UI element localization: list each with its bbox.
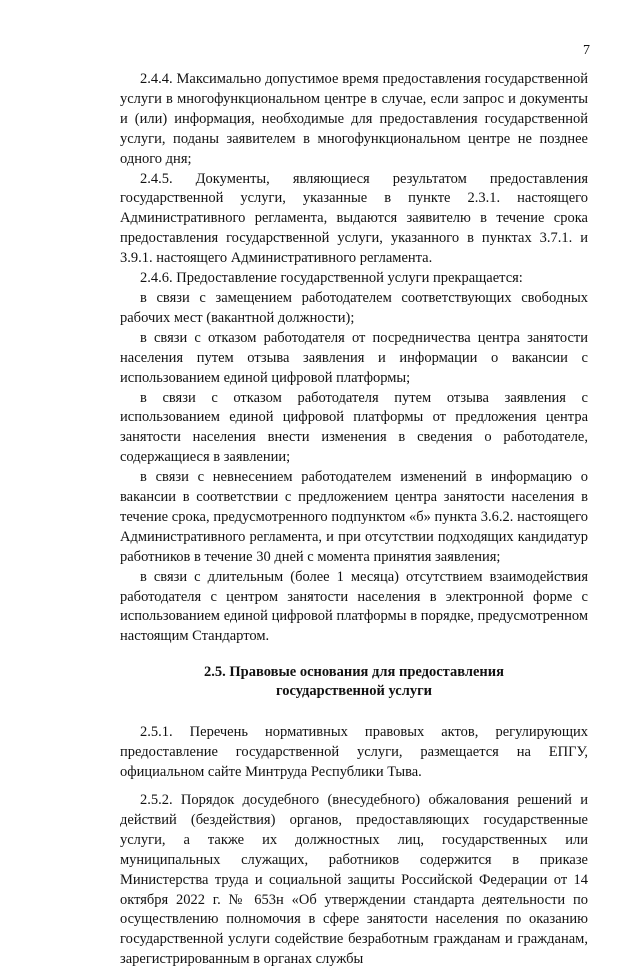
paragraph-2-5-1: 2.5.1. Перечень нормативных правовых актов, регулирующих предоставление государственной услуги, размещается на ЕПГУ, официальном сайте Минтруда Республики Тыва. bbox=[120, 724, 588, 781]
termination-reason-3: в связи с отказом работодателя путем отзыва заявления с использованием единой цифровой платформы от предложения центра занятости населения внести изменения в сведения о работодателе, содержащиеся в заявлении; bbox=[120, 389, 588, 466]
termination-reason-4: в связи с невнесением работодателем изменений в информацию о вакансии в соответствии с предложением центра занятости населения в течение срока, предусмотренного подпунктом «б» пункта 3.6.2. настоящего Административного регламента, и при отсутствии подходящих кандидатур работников в течение 30 дней с момента принятия заявления; bbox=[120, 469, 588, 565]
paragraph-2-4-6: 2.4.6. Предоставление государственной услуги прекращается: bbox=[140, 270, 523, 287]
page-number: 7 bbox=[583, 43, 590, 58]
paragraph-2-4-4: 2.4.4. Максимально допустимое время предоставления государственной услуги в многофункциональном центре в случае, если запрос и документы и (или) информация, необходимые для предоставления государственной услуги, поданы заявителем в многофункциональном центре не позднее одного дня; bbox=[120, 71, 588, 167]
section-heading-line-1: 2.5. Правовые основания для предоставления bbox=[204, 664, 504, 681]
paragraph-2-5-2: 2.5.2. Порядок досудебного (внесудебного) обжалования решений и действий (бездействия) органов, предоставляющих государственные услуги, а также их должностных лиц, государственных или муниципальных служащих, работников содержится в приказе Министерства труда и социальной защиты Российской Федерации от 14 октября 2022 г. № 653н «Об утверждении стандарта деятельности по осуществлению полномочия в сфере занятости населения по оказанию государственной услуги содействие безработным гражданам и гражданам, зарегистрированным в органах службы bbox=[120, 792, 588, 968]
section-heading-2-5 bbox=[120, 663, 588, 701]
paragraph-2-4-5: 2.4.5. Документы, являющиеся результатом предоставления государственной услуги, указанные в пункте 2.3.1. настоящего Административного регламента, выдаются заявителю в течение срока предоставления государственной услуги, указанного в пунктах 3.7.1. и 3.9.1. настоящего Административного регламента. bbox=[120, 170, 588, 267]
termination-reason-2: в связи с отказом работодателя от посредничества центра занятости населения путем отзыва заявления и информации о вакансии с использованием единой цифровой платформы; bbox=[120, 329, 588, 386]
termination-reason-5: в связи с длительным (более 1 месяца) отсутствием взаимодействия работодателя с центром занятости населения в электронной форме с использованием единой цифровой платформы в порядке, предусмотренном настоящим Стандартом. bbox=[120, 568, 588, 645]
termination-reason-1: в связи с замещением работодателем соответствующих свободных рабочих мест (вакантной должности); bbox=[120, 289, 588, 326]
section-heading-line-2: государственной услуги bbox=[275, 683, 433, 700]
document-body bbox=[120, 70, 588, 970]
